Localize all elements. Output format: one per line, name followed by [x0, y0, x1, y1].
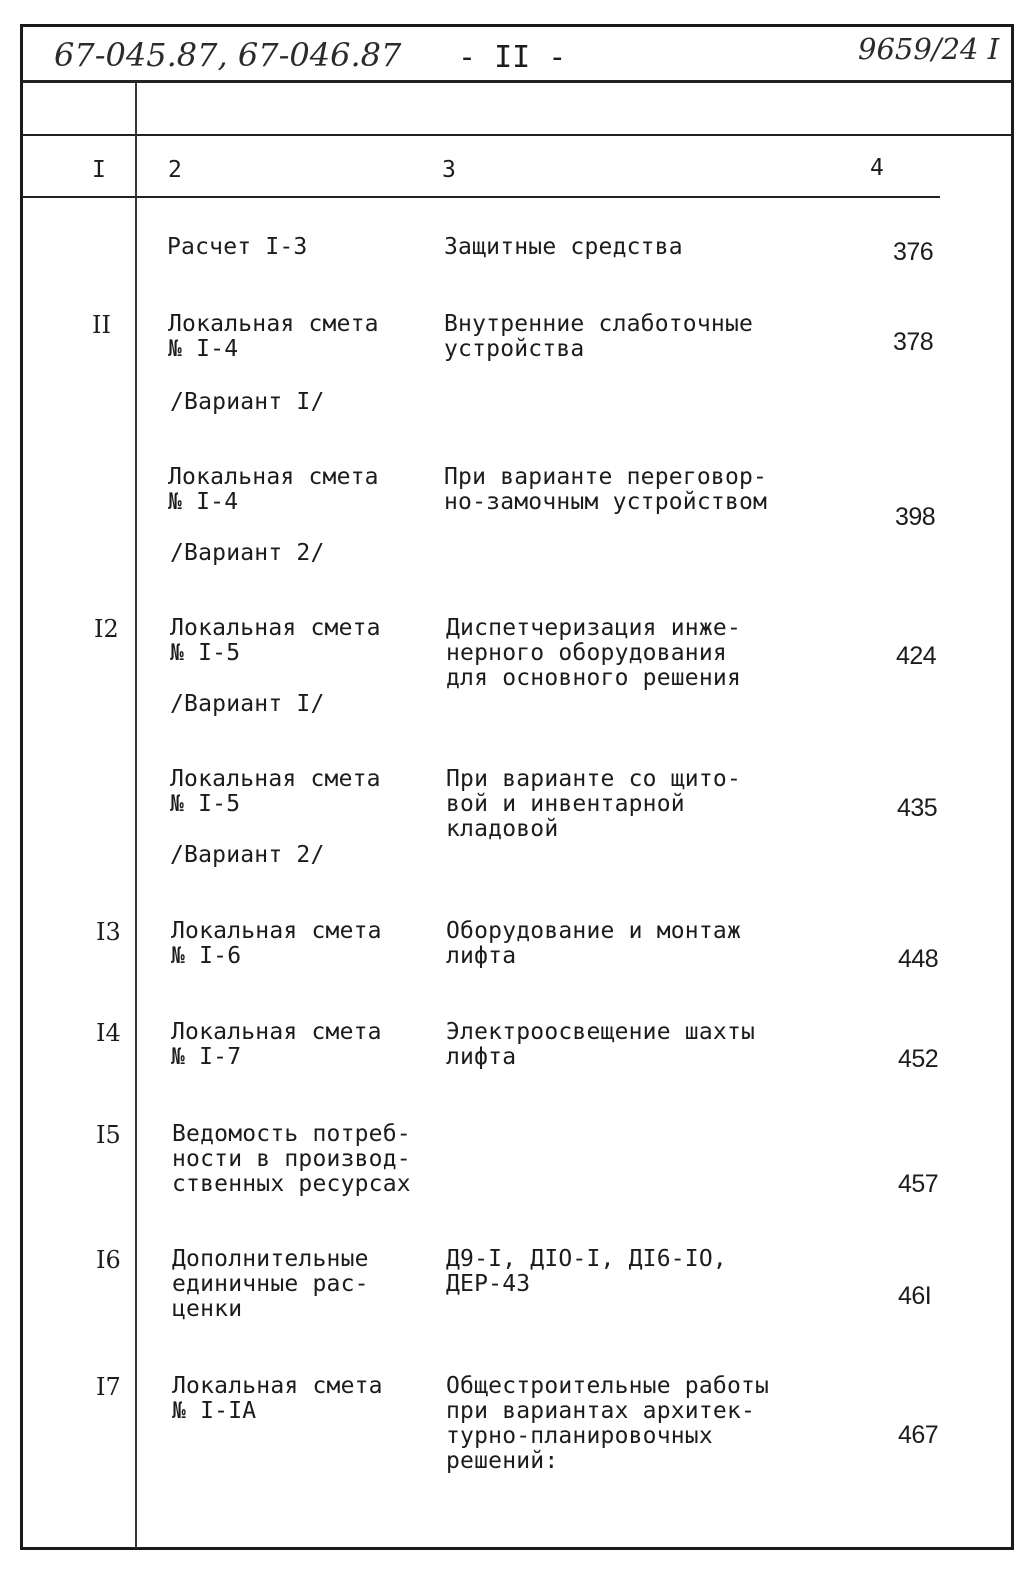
row-variant: /Вариант 2/ — [170, 842, 325, 868]
row-description: Внутренние слаботочные устройства — [444, 311, 754, 362]
row-description: Д9-I, ДIO-I, ДI6-IO, ДЕР-43 — [446, 1246, 727, 1297]
column-header-4: 4 — [870, 155, 884, 181]
row-number: I3 — [96, 918, 121, 946]
row-description: Электроосвещение шахты лифта — [446, 1019, 756, 1070]
row-document: Расчет I-3 — [167, 234, 308, 260]
row-number: I2 — [94, 615, 119, 643]
column-header-2: 2 — [168, 157, 182, 183]
row-page: 378 — [893, 328, 934, 356]
doc-codes: 67-045.87, 67-046.87 — [54, 36, 402, 74]
row-variant: /Вариант 2/ — [170, 540, 325, 566]
row-page: 435 — [897, 794, 938, 822]
row-page: 376 — [893, 238, 934, 266]
column-header-1: I — [92, 157, 106, 183]
column-header-rule — [22, 196, 940, 198]
row-description: Оборудование и монтаж лифта — [446, 918, 741, 969]
header-rule — [22, 80, 1012, 83]
row-page: 467 — [898, 1421, 939, 1449]
row-page: 398 — [895, 503, 936, 531]
page-number: - II - — [458, 40, 567, 75]
column-header-3: 3 — [442, 157, 456, 183]
row-description: Диспетчеризация инже- нерного оборудования для основного решения — [446, 615, 741, 691]
row-page: 46I — [898, 1282, 932, 1310]
row-description: При варианте переговор- но-замочным устройством — [444, 464, 768, 515]
row-document: Локальная смета № I-7 — [171, 1019, 382, 1070]
row-document: Локальная смета № I-5 — [170, 615, 381, 666]
row-number: I6 — [96, 1246, 121, 1274]
row-page: 452 — [898, 1045, 939, 1073]
row-document: Дополнительные единичные рас- ценки — [172, 1246, 369, 1322]
row-document: Локальная смета № I-5 — [170, 766, 381, 817]
row-description: Защитные средства — [444, 234, 683, 260]
row-number: II — [92, 311, 111, 339]
row-description: При варианте со щито- вой и инвентарной кладовой — [446, 766, 741, 842]
header-rule-2 — [22, 134, 1012, 136]
row-number: I5 — [96, 1121, 121, 1149]
row-document: Ведомость потреб- ности в производ- ственных ресурсах — [172, 1121, 411, 1197]
row-document: Локальная смета № I-IA — [172, 1373, 383, 1424]
row-document: Локальная смета № I-4 — [168, 464, 379, 515]
row-variant: /Вариант I/ — [170, 691, 325, 717]
row-description: Общестроительные работы при вариантах архитек- турно-планировочных решений: — [446, 1373, 770, 1474]
row-document: Локальная смета № I-6 — [171, 918, 382, 969]
row-variant: /Вариант I/ — [170, 389, 325, 415]
row-page: 448 — [898, 945, 939, 973]
row-document: Локальная смета № I-4 — [168, 311, 379, 362]
row-page: 457 — [898, 1170, 939, 1198]
row-number: I7 — [96, 1373, 121, 1401]
row-number: I4 — [96, 1019, 121, 1047]
row-page: 424 — [896, 642, 937, 670]
column-divider — [135, 82, 137, 1548]
reference-number: 9659/24 I — [858, 32, 1000, 66]
